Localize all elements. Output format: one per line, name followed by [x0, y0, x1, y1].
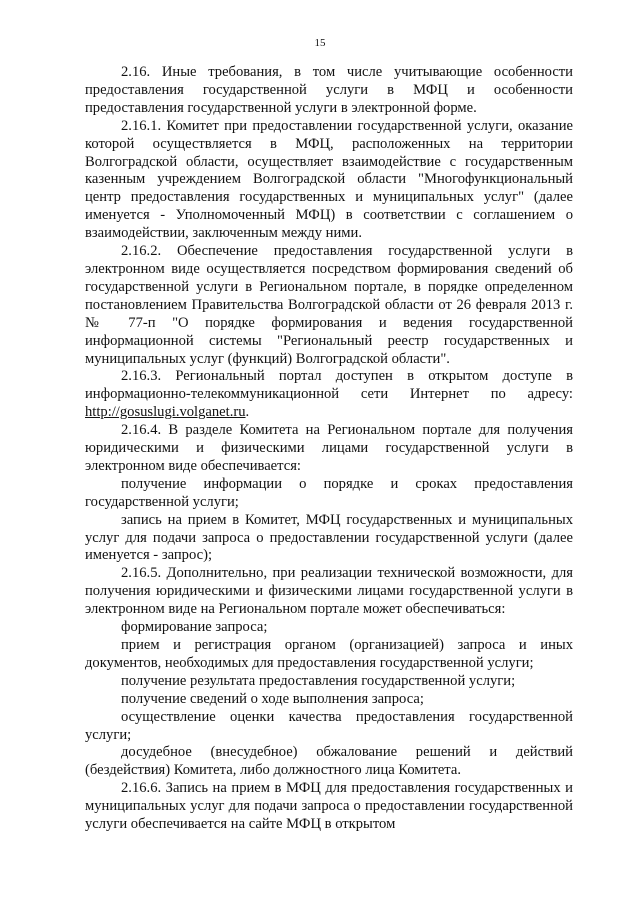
paragraph-2-16-4: 2.16.4. В разделе Комитета на Региональном портале для получения юридическими и физическими лицами государственной услуги в электронном виде обеспечивается:	[85, 422, 573, 474]
paragraph-2-16: 2.16. Иные требования, в том числе учитывающие особенности предоставления государственной услуги в МФЦ и особенности предоставления государственной услуги в электронной форме.	[85, 64, 573, 116]
list-item-status: получение сведений о ходе выполнения запроса;	[121, 690, 424, 707]
list-item-info: получение информации о порядке и сроках предоставления государственной услуги;	[85, 475, 573, 510]
list-item-registration: прием и регистрация органом (организацией) запроса и иных документов, необходимых для предоставления государственной услуги;	[85, 637, 573, 671]
paragraph-2-16-3	[85, 368, 573, 422]
paragraph-2-16-3-tail: .	[245, 404, 250, 421]
list-item-quality: осуществление оценки качества предоставления государственной услуги;	[85, 708, 573, 743]
list-item-request-forming: формирование запроса;	[121, 619, 268, 636]
list-item-appointment: запись на прием в Комитет, МФЦ государственных и муниципальных услуг для подачи запроса о предоставлении государственной услуги (далее именуется - запрос);	[85, 511, 573, 564]
page-number: 15	[314, 37, 326, 49]
paragraph-2-16-3-text: 2.16.3. Региональный портал доступен в открытом доступе в информационно-телекоммуникационной сети Интернет по адресу:	[85, 368, 573, 403]
paragraph-2-16-2: 2.16.2. Обеспечение предоставления государственной услуги в электронном виде осуществляется посредством формирования сведений об государственной услуги в Региональном портале, в порядке определенном постановлением Правительства Волгоградской области от 26 февраля 2013 г. № 77-п "О порядке формирования и ведения государственной информационной системы "Региональный реестр государственных и муниципальных услуг (функций) Волгоградской области".	[85, 243, 573, 367]
list-item-result: получение результата предоставления государственной услуги;	[121, 672, 516, 689]
list-item-appeal: досудебное (внесудебное) обжалование решений и действий (бездействия) Комитета, либо должностного лица Комитета.	[85, 744, 573, 779]
paragraph-2-16-5: 2.16.5. Дополнительно, при реализации технической возможности, для получения юридическими и физическими лицами государственной услуги в электронном виде на Региональном портале может обеспечиваться:	[85, 565, 573, 618]
portal-link[interactable]: http://gosuslugi.volganet.ru	[85, 404, 246, 421]
paragraph-2-16-6: 2.16.6. Запись на прием в МФЦ для предоставления государственных и муниципальных услуг для подачи запроса о предоставлении государственной услуги обеспечивается на сайте МФЦ в открытом	[85, 780, 573, 833]
paragraph-2-16-1: 2.16.1. Комитет при предоставлении государственной услуги, оказание которой осуществляется в МФЦ, расположенных на территории Волгоградской области, осуществляет взаимодействие с государственным казенным учреждением Волгоградской области "Многофункциональный центр предоставления государственных и муниципальных услуг" (далее именуется - Уполномоченный МФЦ) в соответствии с соглашением о взаимодействии, заключенным между ними.	[85, 117, 573, 242]
document-body	[85, 64, 573, 834]
